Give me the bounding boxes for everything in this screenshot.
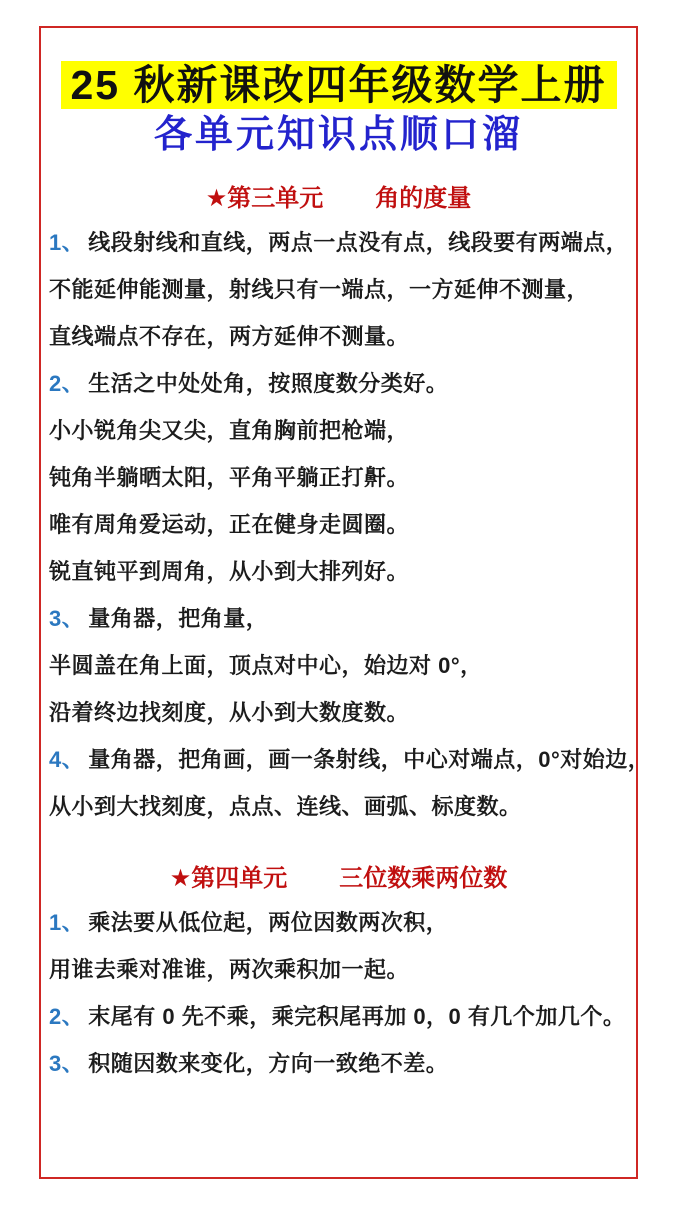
line-number: 1、 bbox=[49, 230, 85, 255]
rhyme-line bbox=[49, 277, 628, 303]
title-row bbox=[49, 61, 628, 109]
line-text: 从小到大找刻度，点点、连线、画弧、标度数。 bbox=[49, 794, 522, 819]
rhyme-line bbox=[49, 230, 628, 256]
rhyme-line bbox=[49, 957, 628, 983]
unit4-topic: 三位数乘两位数 bbox=[339, 865, 508, 892]
rhyme-line bbox=[49, 324, 628, 350]
line-text: 末尾有 0 先不乘，乘完积尾再加 0，0 有几个加几个。 bbox=[88, 1004, 626, 1029]
star-icon: ★ bbox=[169, 865, 192, 892]
line-text: 生活之中处处角，按照度数分类好。 bbox=[88, 371, 449, 396]
subtitle: 各单元知识点顺口溜 bbox=[153, 114, 523, 156]
line-text: 钝角半躺晒太阳，平角平躺正打鼾。 bbox=[49, 465, 410, 490]
section-heading-unit3 bbox=[49, 186, 628, 212]
main-title: 25 秋新课改四年级数学上册 bbox=[61, 61, 617, 109]
line-text: 乘法要从低位起，两位因数两次积， bbox=[88, 910, 449, 935]
line-text: 小小锐角尖又尖，直角胸前把枪端， bbox=[49, 418, 410, 443]
line-number: 3、 bbox=[49, 1051, 85, 1076]
rhyme-line bbox=[49, 418, 628, 444]
unit3-topic: 角的度量 bbox=[375, 185, 472, 212]
page-content bbox=[41, 61, 651, 1077]
line-text: 不能延伸能测量，射线只有一端点，一方延伸不测量， bbox=[49, 277, 590, 302]
rhyme-line bbox=[49, 910, 628, 936]
line-number: 1、 bbox=[49, 910, 85, 935]
unit4-label: ★第四单元 bbox=[169, 865, 288, 892]
line-number: 2、 bbox=[49, 371, 85, 396]
unit3-label: ★第三单元 bbox=[205, 185, 324, 212]
rhyme-line bbox=[49, 1051, 628, 1077]
rhyme-line bbox=[49, 465, 628, 491]
star-icon: ★ bbox=[205, 185, 228, 212]
line-text: 锐直钝平到周角，从小到大排列好。 bbox=[49, 559, 410, 584]
line-text: 直线端点不存在，两方延伸不测量。 bbox=[49, 324, 410, 349]
rhyme-line bbox=[49, 371, 628, 397]
line-text: 量角器，把角量， bbox=[88, 606, 269, 631]
rhyme-line bbox=[49, 747, 651, 773]
line-text: 量角器，把角画，画一条射线，中心对端点，0°对始边， bbox=[88, 747, 651, 772]
line-text: 半圆盖在角上面，顶点对中心，始边对 0°， bbox=[49, 653, 483, 678]
line-text: 用谁去乘对准谁，两次乘积加一起。 bbox=[49, 957, 410, 982]
rhyme-line bbox=[49, 794, 628, 820]
line-number: 3、 bbox=[49, 606, 85, 631]
rhyme-line bbox=[49, 559, 628, 585]
rhyme-line bbox=[49, 1004, 628, 1030]
line-text: 积随因数来变化，方向一致绝不差。 bbox=[88, 1051, 449, 1076]
line-number: 4、 bbox=[49, 747, 85, 772]
section-heading-unit4 bbox=[49, 866, 628, 892]
line-text: 沿着终边找刻度，从小到大数度数。 bbox=[49, 700, 410, 725]
line-text: 唯有周角爱运动，正在健身走圆圈。 bbox=[49, 512, 410, 537]
rhyme-line bbox=[49, 700, 628, 726]
rhyme-line bbox=[49, 606, 628, 632]
rhyme-line bbox=[49, 512, 628, 538]
page-frame bbox=[39, 26, 651, 1179]
line-text: 线段射线和直线，两点一点没有点，线段要有两端点， bbox=[88, 230, 629, 255]
rhyme-line bbox=[49, 653, 628, 679]
line-number: 2、 bbox=[49, 1004, 85, 1029]
